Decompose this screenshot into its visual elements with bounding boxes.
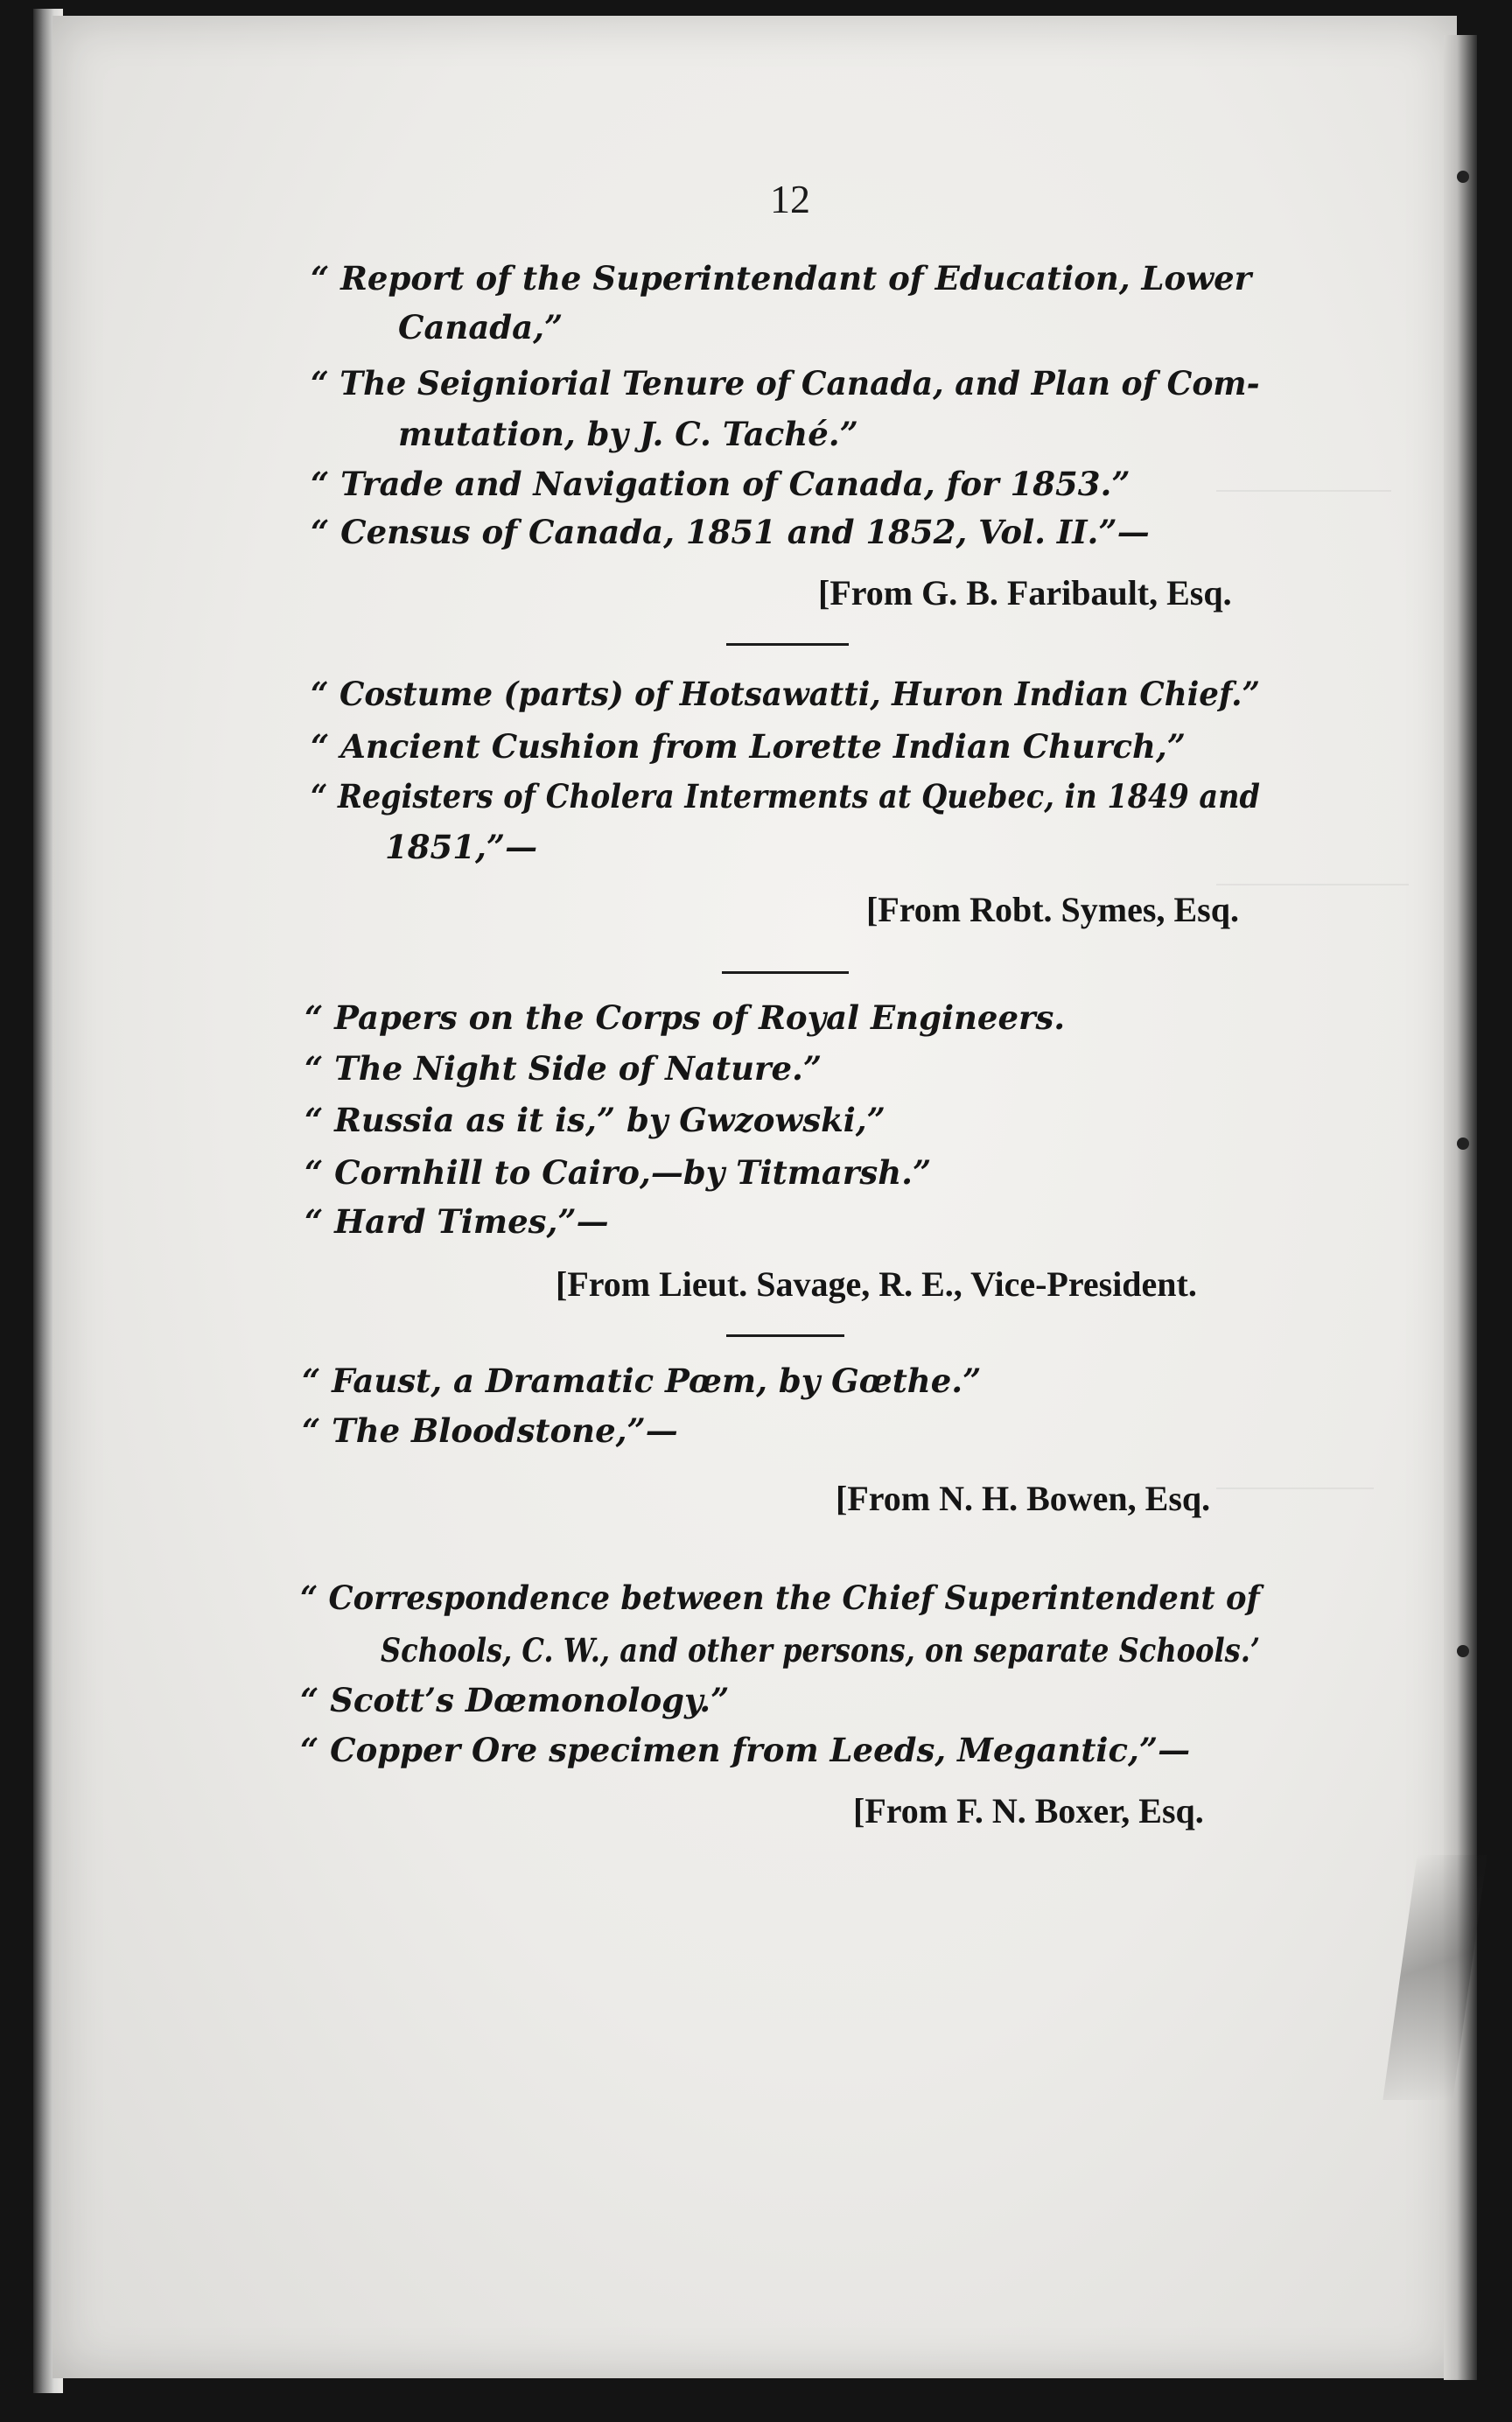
entry-line: “ Correspondence between the Chief Superintendent of [300, 1578, 1260, 1617]
donor-credit: [From G. B. Faribault, Esq. [818, 573, 1232, 612]
entry-line: “ Copper Ore specimen from Leeds, Megantic,”— [300, 1731, 1191, 1769]
entry-line-continued: 1851,”— [385, 828, 538, 866]
entry-line: “ Cornhill to Cairo,—by Titmarsh.” [304, 1153, 932, 1192]
entry-line: “ The Night Side of Nature.” [304, 1049, 822, 1088]
entry-line: “ Census of Canada, 1851 and 1852, Vol. II.”— [311, 513, 1150, 551]
bleed-through-mark [1216, 1488, 1374, 1489]
entry-line: “ Trade and Navigation of Canada, for 1853.” [311, 465, 1130, 503]
binding-hole [1457, 1138, 1469, 1150]
donor-credit: [From Lieut. Savage, R. E., Vice-President. [556, 1264, 1197, 1304]
entry-line-continued: Canada,” [398, 308, 564, 346]
entry-line: “ Registers of Cholera Interments at Quebec, in 1849 and [311, 777, 1260, 816]
bleed-through-mark [1216, 884, 1409, 886]
entry-line: “ Faust, a Dramatic Pœm, by Gœthe.” [302, 1362, 982, 1400]
entry-line-continued: Schools, C. W., and other persons, on separate Schools.’ [381, 1631, 1261, 1670]
section-divider [726, 1334, 844, 1337]
entry-line: “ Report of the Superintendant of Education, Lower [311, 259, 1252, 298]
page-number: 12 [770, 177, 810, 221]
entry-line: “ Russia as it is,” by Gwzowski,” [304, 1101, 886, 1139]
entry-line: “ Hard Times,”— [304, 1202, 609, 1241]
binding-hole [1457, 1645, 1469, 1657]
entry-line: “ Costume (parts) of Hotsawatti, Huron Indian Chief.” [311, 675, 1261, 713]
entry-line: “ Ancient Cushion from Lorette Indian Church,” [311, 727, 1186, 766]
donor-credit: [From Robt. Symes, Esq. [866, 890, 1239, 929]
entry-line: “ The Seigniorial Tenure of Canada, and Plan of Com- [311, 364, 1260, 402]
section-divider [722, 971, 849, 974]
bleed-through-mark [1216, 490, 1391, 492]
donor-credit: [From F. N. Boxer, Esq. [853, 1791, 1204, 1830]
entry-line: “ Scott’s Dœmonology.” [300, 1681, 730, 1719]
entry-line: “ The Bloodstone,”— [302, 1411, 678, 1450]
entry-line-continued: mutation, by J. C. Taché.” [398, 415, 858, 453]
section-divider [726, 643, 849, 646]
donor-credit: [From N. H. Bowen, Esq. [836, 1479, 1211, 1518]
binding-hole [1457, 171, 1469, 183]
entry-line: “ Papers on the Corps of Royal Engineers. [304, 998, 1066, 1037]
